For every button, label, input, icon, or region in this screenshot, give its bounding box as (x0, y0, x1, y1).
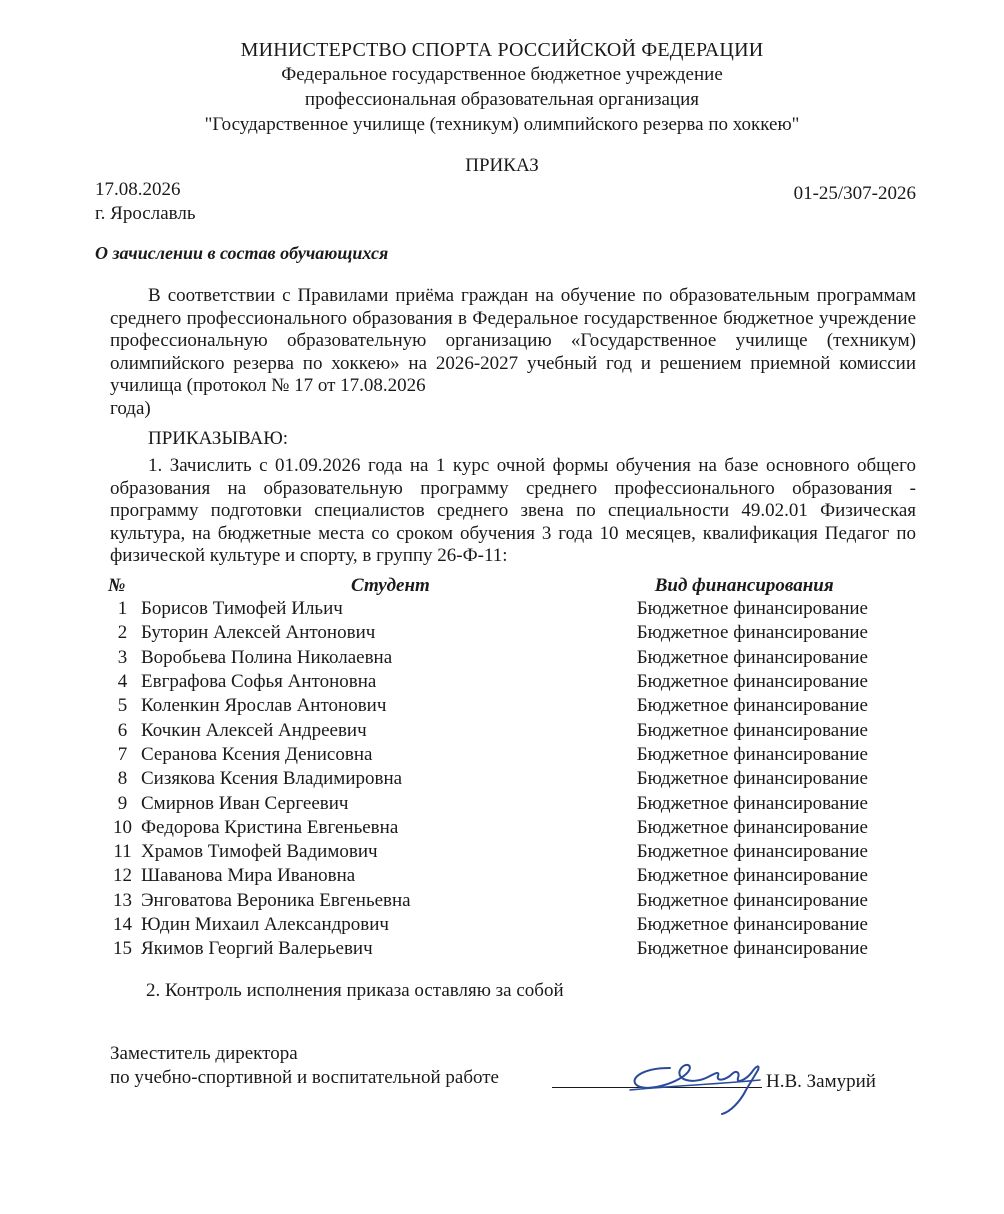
funding-type: Бюджетное финансирование (636, 719, 868, 741)
row-number: 15 (113, 938, 132, 960)
funding-type: Бюджетное финансирование (636, 841, 868, 863)
row-number: 2 (117, 622, 128, 644)
signatory-title-line2: по учебно-спортивной и воспитательной работе (110, 1067, 499, 1088)
funding-type: Бюджетное финансирование (636, 768, 868, 790)
student-name: Якимов Георгий Валерьевич (141, 938, 373, 960)
student-name: Шаванова Мира Ивановна (141, 865, 356, 887)
document-subject: О зачислении в состав обучающихся (95, 243, 389, 263)
funding-type: Бюджетное финансирование (636, 598, 868, 620)
header-funding: Вид финансирования (654, 574, 834, 596)
row-number: 11 (113, 841, 132, 863)
funding-type: Бюджетное финансирование (636, 671, 868, 693)
table-row (108, 646, 868, 670)
table-row (108, 889, 868, 913)
row-number: 6 (117, 719, 128, 741)
table-row (108, 718, 868, 742)
student-name: Борисов Тимофей Ильич (141, 598, 343, 620)
row-number: 3 (117, 646, 128, 668)
student-name: Коленкин Ярослав Антонович (141, 695, 387, 717)
row-number: 7 (117, 743, 128, 765)
student-name: Евграфова Софья Антоновна (141, 671, 377, 693)
table-row (108, 670, 868, 694)
intro-text-end: года) (110, 397, 151, 419)
student-rows (108, 597, 868, 961)
student-name: Серанова Ксения Денисовна (141, 743, 373, 765)
document-type: ПРИКАЗ (465, 155, 539, 176)
funding-type: Бюджетное финансирование (636, 743, 868, 765)
row-number: 12 (113, 865, 132, 887)
student-name: Энговатова Вероника Евгеньевна (141, 889, 411, 911)
table-row (108, 621, 868, 645)
student-name: Кочкин Алексей Андреевич (141, 719, 367, 741)
student-name: Смирнов Иван Сергеевич (141, 792, 349, 814)
row-number: 4 (117, 671, 128, 693)
intro-text: В соответствии с Правилами приёма граждан на обучение по образовательным программам среднего профессионального образования в Федеральное государственное бюджетное учреждение профессиональную образовательную организацию «Государственное училище (техникум) олимпийского резерва по хоккею» на 2026-2027 учебный год и решением приемной комиссии училища (протокол № 17 от 17.08.2026 (110, 285, 916, 396)
table-row (108, 816, 868, 840)
funding-type: Бюджетное финансирование (636, 646, 868, 668)
intro-paragraph (110, 285, 916, 420)
table-row (108, 913, 868, 937)
student-name: Федорова Кристина Евгеньевна (141, 816, 399, 838)
header-student: Студент (351, 574, 430, 596)
table-row (108, 840, 868, 864)
table-row (108, 791, 868, 815)
document-date: 17.08.2026 (95, 179, 181, 200)
table-row (108, 743, 868, 767)
table-row (108, 864, 868, 888)
student-name: Воробьева Полина Николаевна (141, 646, 393, 668)
student-name: Буторин Алексей Антонович (141, 622, 376, 644)
funding-type: Бюджетное финансирование (636, 938, 868, 960)
funding-type: Бюджетное финансирование (636, 792, 868, 814)
row-number: 14 (113, 914, 132, 935)
funding-type: Бюджетное финансирование (636, 816, 868, 838)
row-number: 9 (117, 792, 128, 814)
student-name: Храмов Тимофей Вадимович (141, 841, 378, 863)
row-number: 5 (117, 695, 128, 717)
table-row (108, 937, 868, 961)
institution-name: "Государственное училище (техникум) олимпийского резерва по хоккею" (204, 114, 800, 135)
table-row (108, 767, 868, 791)
order-item-1: 1. Зачислить с 01.09.2026 года на 1 курс очной формы обучения на базе основного общего образования на образовательную программу среднего профессионального образования - программу подготовки специалистов среднего звена по специальности 49.02.01 Физическая культура, на бюджетные места со сроком обучения 3 года 10 месяцев, квалификация Педагог по физической культуре и спорту, в группу 26-Ф-11: (110, 455, 916, 566)
funding-type: Бюджетное финансирование (636, 889, 868, 911)
funding-type: Бюджетное финансирование (636, 914, 868, 935)
table-row (108, 597, 868, 621)
handwritten-signature-icon (610, 1050, 780, 1120)
row-number: 13 (113, 889, 132, 911)
row-number: 8 (117, 768, 128, 790)
student-table (108, 574, 868, 961)
header-number: № (108, 574, 126, 596)
row-number: 10 (113, 816, 132, 838)
institution-kind: профессиональная образовательная организация (304, 89, 700, 110)
funding-type: Бюджетное финансирование (636, 865, 868, 887)
table-row (108, 694, 868, 718)
document-number: 01-25/307-2026 (793, 183, 916, 204)
document-place: г. Ярославль (95, 203, 196, 224)
funding-type: Бюджетное финансирование (636, 622, 868, 644)
student-name: Юдин Михаил Александрович (141, 914, 389, 935)
ministry-title: МИНИСТЕРСТВО СПОРТА РОССИЙСКОЙ ФЕДЕРАЦИИ (240, 39, 764, 61)
order-word: ПРИКАЗЫВАЮ: (148, 428, 289, 449)
signatory-title-line1: Заместитель директора (110, 1043, 298, 1064)
institution-type: Федеральное государственное бюджетное учреждение (281, 64, 723, 85)
funding-type: Бюджетное финансирование (636, 695, 868, 717)
student-name: Сизякова Ксения Владимировна (141, 768, 403, 790)
signatory-name: Н.В. Замурий (766, 1071, 876, 1092)
row-number: 1 (117, 598, 128, 620)
order-item-2: 2. Контроль исполнения приказа оставляю за собой (146, 980, 564, 1001)
table-header-row (108, 574, 868, 597)
